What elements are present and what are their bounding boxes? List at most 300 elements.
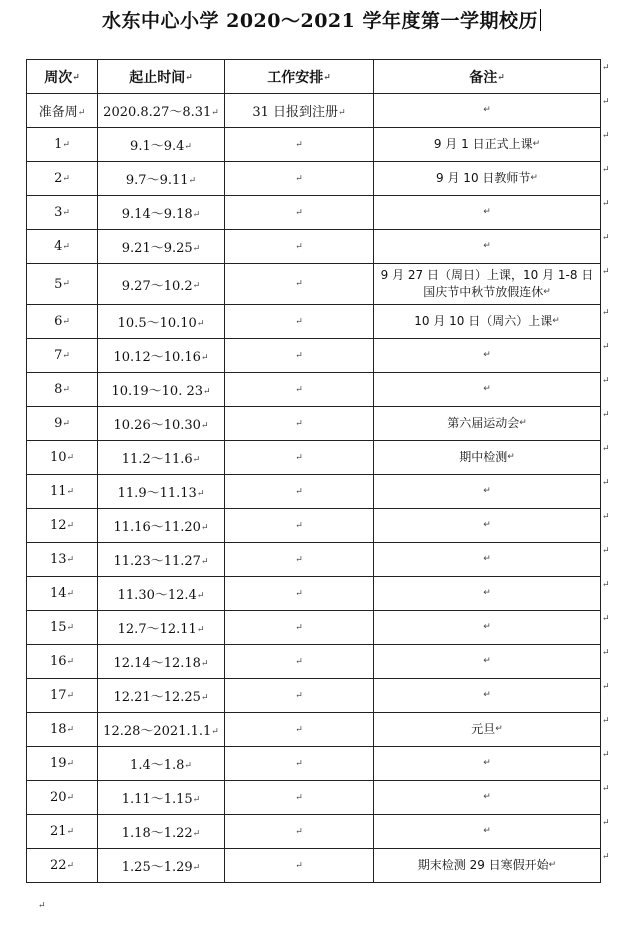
- cell-note[interactable]: [374, 264, 601, 305]
- cell-dates[interactable]: [98, 645, 225, 679]
- cell-note[interactable]: [374, 196, 601, 230]
- cell-week[interactable]: [27, 441, 98, 475]
- paragraph-mark-icon: ↵: [196, 624, 205, 635]
- cell-note-text: 9 月 27 日（周日）上课，10 月 1-8 日国庆节中秋节放假连休: [380, 268, 594, 299]
- row-end-mark-icon: ↵: [602, 614, 610, 624]
- cell-dates[interactable]: [98, 196, 225, 230]
- paragraph-mark-icon: ↵: [295, 690, 303, 701]
- paragraph-mark-icon: ↵: [72, 72, 80, 83]
- header-work: [225, 60, 374, 94]
- table-row: [27, 713, 601, 747]
- row-end-mark-icon: ↵: [602, 410, 610, 420]
- end-paragraph-mark-icon: ↵: [38, 901, 46, 911]
- table-row: [27, 339, 601, 373]
- cell-note[interactable]: [374, 162, 601, 196]
- paragraph-mark-icon: ↵: [323, 72, 331, 83]
- cell-week-text: 15: [49, 620, 67, 635]
- paragraph-mark-icon: ↵: [483, 554, 491, 564]
- row-end-mark-icon: ↵: [602, 682, 610, 692]
- cell-dates-text: 9.21～9.25: [121, 241, 193, 256]
- cell-note[interactable]: [374, 713, 601, 747]
- row-end-mark-icon: ↵: [602, 478, 610, 488]
- cell-dates-text: 10.26～10.30: [113, 418, 201, 433]
- cell-dates-text: 9.7～9.11: [125, 173, 189, 188]
- cell-week-text: 8: [54, 382, 63, 397]
- cell-note[interactable]: [374, 747, 601, 781]
- cell-week[interactable]: [27, 611, 98, 645]
- cell-week[interactable]: [27, 543, 98, 577]
- cell-week[interactable]: [27, 713, 98, 747]
- header-dates-label: 起止时间: [129, 69, 186, 86]
- cell-note[interactable]: [374, 230, 601, 264]
- paragraph-mark-icon: ↵: [497, 72, 505, 83]
- cell-week-text: 16: [49, 654, 67, 669]
- table-row: [27, 373, 601, 407]
- paragraph-mark-icon: ↵: [483, 826, 491, 836]
- paragraph-mark-icon: ↵: [192, 454, 201, 465]
- cell-note[interactable]: [374, 94, 601, 128]
- cell-week-text: 20: [49, 790, 67, 805]
- cell-dates-text: 10.5～10.10: [117, 316, 197, 331]
- cell-note-text: 10 月 10 日（周六）上课: [414, 314, 553, 328]
- paragraph-mark-icon: ↵: [62, 173, 70, 184]
- cell-dates[interactable]: [98, 781, 225, 815]
- paragraph-mark-icon: ↵: [295, 486, 303, 497]
- cell-week[interactable]: [27, 747, 98, 781]
- row-end-mark-icon: ↵: [602, 308, 610, 318]
- paragraph-mark-icon: ↵: [77, 107, 86, 118]
- cell-work[interactable]: [225, 305, 374, 339]
- table-row: [27, 781, 601, 815]
- cell-note[interactable]: [374, 679, 601, 713]
- cell-week[interactable]: [27, 196, 98, 230]
- table-row: [27, 162, 601, 196]
- cell-dates-text: 1.18～1.22: [121, 826, 193, 841]
- paragraph-mark-icon: ↵: [62, 418, 70, 429]
- paragraph-mark-icon: ↵: [295, 656, 303, 667]
- cell-dates[interactable]: [98, 441, 225, 475]
- cell-work[interactable]: [225, 230, 374, 264]
- cell-week-text: 7: [54, 348, 63, 363]
- cell-week[interactable]: [27, 815, 98, 849]
- paragraph-mark-icon: ↵: [295, 588, 303, 599]
- table-row: [27, 128, 601, 162]
- cell-dates[interactable]: [98, 543, 225, 577]
- paragraph-mark-icon: ↵: [295, 520, 303, 531]
- cell-dates[interactable]: [98, 679, 225, 713]
- cell-note[interactable]: [374, 543, 601, 577]
- table-header-row: [27, 60, 601, 94]
- cell-week[interactable]: [27, 577, 98, 611]
- row-end-mark-icon: ↵: [602, 546, 610, 556]
- cell-week[interactable]: [27, 230, 98, 264]
- cell-week-text: 18: [49, 722, 67, 737]
- paragraph-mark-icon: ↵: [192, 209, 201, 220]
- row-end-mark-icon: ↵: [602, 233, 610, 243]
- paragraph-mark-icon: ↵: [66, 588, 75, 599]
- paragraph-mark-icon: ↵: [66, 724, 75, 735]
- cell-note-text: 9 月 1 日正式上课: [433, 137, 533, 151]
- cell-dates[interactable]: [98, 264, 225, 305]
- paragraph-mark-icon: ↵: [192, 243, 201, 254]
- paragraph-mark-icon: ↵: [483, 588, 491, 598]
- cell-work[interactable]: [225, 679, 374, 713]
- cell-work[interactable]: [225, 747, 374, 781]
- cell-week[interactable]: [27, 94, 98, 128]
- cell-dates-text: 11.9～11.13: [117, 486, 197, 501]
- cell-work[interactable]: [225, 196, 374, 230]
- paragraph-mark-icon: ↵: [295, 758, 303, 769]
- cell-note[interactable]: [374, 128, 601, 162]
- table-row: [27, 849, 601, 883]
- row-end-mark-icon: ↵: [602, 444, 610, 454]
- cell-week-text: 4: [54, 239, 63, 254]
- paragraph-mark-icon: ↵: [66, 520, 75, 531]
- paragraph-mark-icon: ↵: [66, 690, 75, 701]
- paragraph-mark-icon: ↵: [295, 139, 303, 150]
- paragraph-mark-icon: ↵: [200, 522, 209, 533]
- cell-week-text: 21: [49, 824, 67, 839]
- paragraph-mark-icon: ↵: [192, 281, 201, 291]
- cell-week-text: 11: [49, 484, 67, 499]
- paragraph-mark-icon: ↵: [184, 141, 192, 152]
- cell-week-text: 9: [54, 416, 63, 431]
- row-end-mark-icon: ↵: [602, 342, 610, 352]
- header-work-label: 工作安排: [267, 69, 324, 86]
- cell-week[interactable]: [27, 849, 98, 883]
- title-text: 水东中心小学 2020～2021 学年度第一学期校历: [102, 10, 538, 32]
- paragraph-mark-icon: ↵: [295, 384, 303, 395]
- paragraph-mark-icon: ↵: [188, 175, 197, 186]
- cell-note[interactable]: [374, 849, 601, 883]
- row-end-mark-icon: ↵: [602, 267, 610, 277]
- header-note: [374, 60, 601, 94]
- paragraph-mark-icon: ↵: [66, 826, 75, 837]
- cell-week-text: 准备周: [38, 105, 78, 120]
- paragraph-mark-icon: ↵: [62, 316, 70, 327]
- paragraph-mark-icon: ↵: [507, 452, 515, 462]
- cell-dates-text: 11.2～11.6: [121, 452, 193, 467]
- paragraph-mark-icon: ↵: [192, 862, 201, 873]
- paragraph-mark-icon: ↵: [295, 554, 303, 565]
- cell-week[interactable]: [27, 162, 98, 196]
- paragraph-mark-icon: ↵: [295, 418, 303, 429]
- paragraph-mark-icon: ↵: [62, 139, 70, 150]
- cell-note[interactable]: [374, 509, 601, 543]
- cell-dates[interactable]: [98, 747, 225, 781]
- row-end-mark-icon: ↵: [602, 131, 610, 141]
- row-end-mark-icon: ↵: [602, 376, 610, 386]
- cell-work[interactable]: [225, 611, 374, 645]
- page-title: [0, 6, 643, 33]
- paragraph-mark-icon: ↵: [200, 556, 209, 567]
- paragraph-mark-icon: ↵: [66, 860, 75, 871]
- paragraph-mark-icon: ↵: [532, 139, 541, 149]
- cell-work[interactable]: [225, 475, 374, 509]
- cell-note[interactable]: [374, 781, 601, 815]
- table-row: [27, 509, 601, 543]
- paragraph-mark-icon: ↵: [200, 420, 209, 431]
- cell-note[interactable]: [374, 305, 601, 339]
- paragraph-mark-icon: ↵: [295, 622, 303, 633]
- cell-note-text: 期中检测: [459, 450, 508, 464]
- paragraph-mark-icon: ↵: [483, 350, 491, 360]
- cell-note[interactable]: [374, 373, 601, 407]
- cell-dates[interactable]: [98, 162, 225, 196]
- paragraph-mark-icon: ↵: [66, 792, 75, 803]
- table-row: [27, 611, 601, 645]
- cell-work[interactable]: [225, 815, 374, 849]
- cell-week-text: 14: [49, 586, 67, 601]
- cell-week[interactable]: [27, 645, 98, 679]
- cell-dates-text: 9.1～9.4: [130, 139, 185, 154]
- paragraph-mark-icon: ↵: [200, 658, 209, 669]
- paragraph-mark-icon: ↵: [295, 826, 303, 837]
- row-end-mark-icon: ↵: [602, 750, 610, 760]
- cell-dates-text: 1.4～1.8: [130, 758, 185, 773]
- cell-week-text: 1: [54, 137, 63, 152]
- paragraph-mark-icon: ↵: [211, 726, 219, 737]
- paragraph-mark-icon: ↵: [62, 384, 70, 395]
- cell-week-text: 13: [49, 552, 67, 567]
- cell-dates[interactable]: [98, 815, 225, 849]
- paragraph-mark-icon: ↵: [543, 287, 551, 297]
- paragraph-mark-icon: ↵: [62, 279, 70, 289]
- paragraph-mark-icon: ↵: [192, 794, 201, 805]
- paragraph-mark-icon: ↵: [483, 656, 491, 666]
- paragraph-mark-icon: ↵: [295, 724, 303, 735]
- paragraph-mark-icon: ↵: [200, 352, 209, 363]
- table-row: [27, 679, 601, 713]
- paragraph-mark-icon: ↵: [295, 241, 303, 252]
- table-row: [27, 815, 601, 849]
- cell-dates[interactable]: [98, 339, 225, 373]
- cell-dates[interactable]: [98, 577, 225, 611]
- cell-work[interactable]: [225, 373, 374, 407]
- cell-week[interactable]: [27, 475, 98, 509]
- paragraph-mark-icon: ↵: [295, 207, 303, 218]
- cell-note[interactable]: [374, 339, 601, 373]
- cell-note[interactable]: [374, 815, 601, 849]
- cell-work[interactable]: [225, 509, 374, 543]
- paragraph-mark-icon: ↵: [66, 622, 75, 633]
- cell-week-text: 3: [54, 205, 63, 220]
- cell-note-text: 期末检测 29 日寒假开始: [417, 858, 549, 872]
- header-week: [27, 60, 98, 94]
- cell-work[interactable]: [225, 781, 374, 815]
- cell-note-text: 9 月 10 日教师节: [436, 171, 531, 185]
- paragraph-mark-icon: ↵: [495, 724, 503, 734]
- cell-dates[interactable]: [98, 407, 225, 441]
- table-row: [27, 305, 601, 339]
- row-end-mark-icon: ↵: [602, 716, 610, 726]
- paragraph-mark-icon: ↵: [548, 860, 557, 870]
- cell-week-text: 6: [54, 314, 63, 329]
- cell-work[interactable]: [225, 713, 374, 747]
- cell-work[interactable]: [225, 94, 374, 128]
- cell-week-text: 17: [49, 688, 67, 703]
- cell-dates-text: 9.27～10.2: [121, 278, 193, 294]
- table-row: [27, 543, 601, 577]
- cell-dates[interactable]: [98, 509, 225, 543]
- cell-dates-text: 11.16～11.20: [113, 520, 201, 535]
- cell-week[interactable]: [27, 781, 98, 815]
- cell-dates[interactable]: [98, 128, 225, 162]
- cell-week[interactable]: [27, 407, 98, 441]
- table-row: [27, 441, 601, 475]
- paragraph-mark-icon: ↵: [66, 486, 75, 497]
- paragraph-mark-icon: ↵: [295, 350, 303, 361]
- cell-note[interactable]: [374, 645, 601, 679]
- cell-work-text: 31 日报到注册: [252, 105, 339, 120]
- paragraph-mark-icon: ↵: [483, 384, 491, 394]
- paragraph-mark-icon: ↵: [483, 207, 491, 217]
- cell-week-text: 10: [49, 450, 67, 465]
- cell-note[interactable]: [374, 441, 601, 475]
- cell-dates[interactable]: [98, 373, 225, 407]
- paragraph-mark-icon: ↵: [483, 792, 491, 802]
- row-end-mark-icon: ↵: [602, 512, 610, 522]
- paragraph-mark-icon: ↵: [62, 350, 70, 361]
- table-row: [27, 577, 601, 611]
- header-note-label: 备注: [469, 69, 498, 86]
- table-row: [27, 475, 601, 509]
- paragraph-mark-icon: ↵: [483, 105, 491, 115]
- cell-week-text: 19: [49, 756, 67, 771]
- row-end-mark-icon: ↵: [602, 580, 610, 590]
- cell-week[interactable]: [27, 339, 98, 373]
- paragraph-mark-icon: ↵: [519, 418, 527, 428]
- cell-work[interactable]: [225, 543, 374, 577]
- paragraph-mark-icon: ↵: [196, 488, 205, 499]
- cell-work[interactable]: [225, 264, 374, 305]
- row-end-mark-icon: ↵: [602, 784, 610, 794]
- paragraph-mark-icon: ↵: [338, 107, 346, 118]
- row-end-mark-icon: ↵: [602, 97, 610, 107]
- row-end-mark-icon: ↵: [602, 648, 610, 658]
- cell-dates-text: 2020.8.27～8.31: [103, 105, 212, 120]
- cell-work[interactable]: [225, 339, 374, 373]
- cell-dates[interactable]: [98, 94, 225, 128]
- table-row: [27, 94, 601, 128]
- cell-week[interactable]: [27, 305, 98, 339]
- paragraph-mark-icon: ↵: [483, 520, 491, 530]
- paragraph-mark-icon: ↵: [483, 622, 491, 632]
- cell-work[interactable]: [225, 849, 374, 883]
- cell-dates[interactable]: [98, 713, 225, 747]
- cell-dates-text: 12.21～12.25: [113, 690, 201, 705]
- paragraph-mark-icon: ↵: [295, 279, 303, 289]
- row-end-mark-icon: ↵: [602, 63, 610, 73]
- paragraph-mark-icon: ↵: [483, 758, 491, 768]
- paragraph-mark-icon: ↵: [295, 173, 303, 184]
- paragraph-mark-icon: ↵: [211, 107, 219, 118]
- cell-dates-text: 1.25～1.29: [121, 860, 193, 875]
- cell-note[interactable]: [374, 611, 601, 645]
- cell-note[interactable]: [374, 577, 601, 611]
- paragraph-mark-icon: ↵: [196, 318, 205, 329]
- row-end-mark-icon: ↵: [602, 852, 610, 862]
- cell-dates-text: 1.11～1.15: [121, 792, 193, 807]
- paragraph-mark-icon: ↵: [483, 486, 491, 496]
- row-end-mark-icon: ↵: [602, 818, 610, 828]
- cell-note[interactable]: [374, 407, 601, 441]
- header-dates: [98, 60, 225, 94]
- cell-note-text: 元旦: [471, 722, 496, 736]
- cell-week-text: 2: [54, 171, 63, 186]
- cell-week[interactable]: [27, 264, 98, 305]
- paragraph-mark-icon: ↵: [295, 316, 303, 327]
- cell-dates-text: 12.14～12.18: [113, 656, 201, 671]
- cell-week-text: 5: [54, 276, 63, 292]
- cell-dates-text: 11.30～12.4: [117, 588, 197, 603]
- cell-week[interactable]: [27, 679, 98, 713]
- cell-note-text: 第六届运动会: [447, 416, 520, 430]
- paragraph-mark-icon: ↵: [66, 554, 75, 565]
- cell-work[interactable]: [225, 441, 374, 475]
- paragraph-mark-icon: ↵: [483, 241, 491, 251]
- table-row: [27, 747, 601, 781]
- table-row: [27, 645, 601, 679]
- cell-week[interactable]: [27, 373, 98, 407]
- paragraph-mark-icon: ↵: [192, 828, 201, 839]
- paragraph-mark-icon: ↵: [530, 173, 538, 183]
- paragraph-mark-icon: ↵: [62, 241, 70, 252]
- header-week-label: 周次: [44, 69, 73, 86]
- paragraph-mark-icon: ↵: [66, 758, 75, 769]
- row-end-mark-icon: ↵: [602, 199, 610, 209]
- cell-work[interactable]: [225, 577, 374, 611]
- cell-work[interactable]: [225, 645, 374, 679]
- paragraph-mark-icon: ↵: [203, 386, 211, 397]
- paragraph-mark-icon: ↵: [66, 452, 75, 463]
- paragraph-mark-icon: ↵: [295, 452, 303, 463]
- paragraph-mark-icon: ↵: [295, 792, 303, 803]
- cell-dates-text: 12.7～12.11: [117, 622, 197, 637]
- cell-dates-text: 9.14～9.18: [121, 207, 193, 222]
- paragraph-mark-icon: ↵: [184, 760, 192, 771]
- cell-work[interactable]: [225, 407, 374, 441]
- cell-work[interactable]: [225, 162, 374, 196]
- cell-dates-text: 11.23～11.27: [113, 554, 201, 569]
- table-row: [27, 264, 601, 305]
- table-row: [27, 407, 601, 441]
- paragraph-mark-icon: ↵: [66, 656, 75, 667]
- cell-dates[interactable]: [98, 230, 225, 264]
- cell-week-text: 12: [49, 518, 67, 533]
- cell-dates[interactable]: [98, 475, 225, 509]
- cell-week[interactable]: [27, 128, 98, 162]
- paragraph-mark-icon: ↵: [483, 690, 491, 700]
- cell-dates[interactable]: [98, 611, 225, 645]
- cell-week-text: 22: [49, 858, 67, 873]
- cell-dates-text: 10.19～10. 23: [111, 384, 204, 399]
- table-row: [27, 230, 601, 264]
- paragraph-mark-icon: ↵: [200, 692, 209, 703]
- cell-note[interactable]: [374, 475, 601, 509]
- paragraph-mark-icon: ↵: [62, 207, 70, 218]
- calendar-table: [26, 59, 601, 883]
- paragraph-mark-icon: ↵: [552, 316, 560, 326]
- cell-week[interactable]: [27, 509, 98, 543]
- text-cursor: [540, 9, 541, 31]
- cell-work[interactable]: [225, 128, 374, 162]
- paragraph-mark-icon: ↵: [196, 590, 205, 601]
- cell-dates[interactable]: [98, 849, 225, 883]
- cell-dates[interactable]: [98, 305, 225, 339]
- row-end-mark-icon: ↵: [602, 165, 610, 175]
- table-row: [27, 196, 601, 230]
